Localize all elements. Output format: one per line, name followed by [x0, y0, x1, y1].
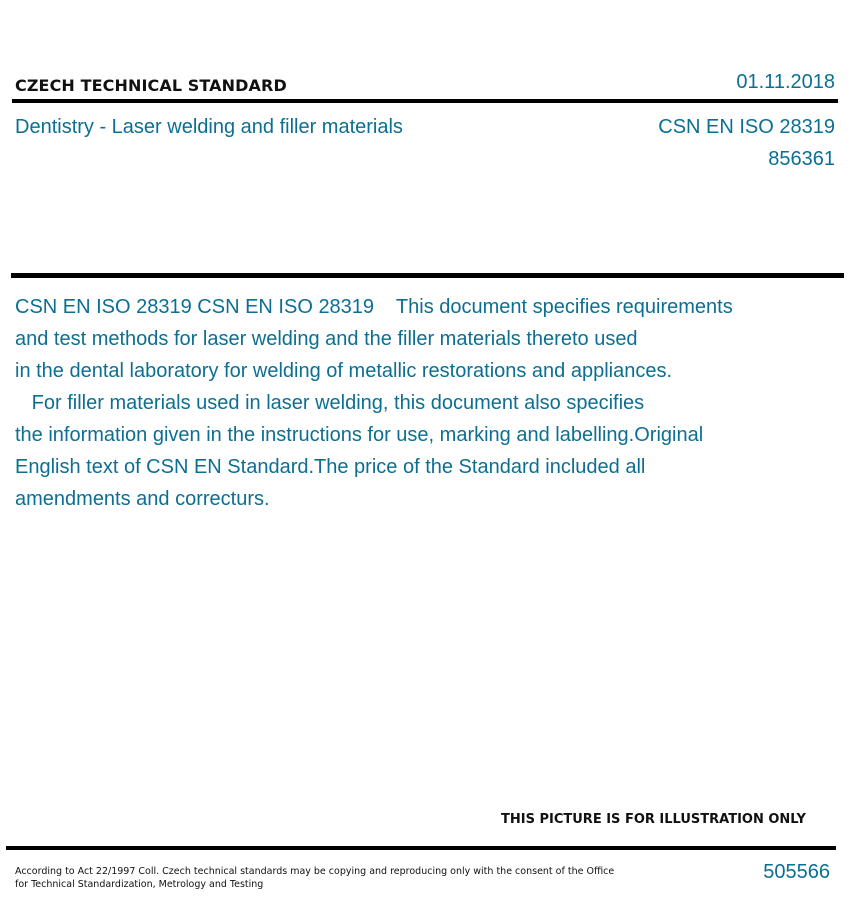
abstract-line: and test methods for laser welding and the filler materials thereto used	[15, 328, 638, 350]
document-type-heading: CZECH TECHNICAL STANDARD	[15, 76, 287, 95]
abstract-text	[15, 291, 815, 515]
top-divider	[12, 99, 838, 103]
legal-notice	[15, 865, 615, 891]
bottom-divider	[6, 846, 836, 850]
abstract-line: the information given in the instructions for use, marking and labelling.Original	[15, 424, 704, 446]
legal-line: for Technical Standardization, Metrology and Testing	[15, 879, 264, 890]
illustration-notice: THIS PICTURE IS FOR ILLUSTRATION ONLY	[501, 812, 806, 827]
abstract-line: amendments and correcturs.	[15, 488, 270, 510]
abstract-line: CSN EN ISO 28319 CSN EN ISO 28319 This document specifies requirements	[15, 296, 733, 318]
standard-number: CSN EN ISO 28319	[658, 116, 835, 138]
catalog-number: 856361	[768, 148, 835, 170]
document-id: 505566	[763, 861, 830, 883]
standard-title: Dentistry - Laser welding and filler materials	[15, 116, 403, 138]
abstract-line: For filler materials used in laser welding, this document also specifies	[15, 392, 645, 414]
abstract-line: in the dental laboratory for welding of metallic restorations and appliances.	[15, 360, 673, 382]
middle-divider	[11, 273, 844, 278]
publication-date: 01.11.2018	[736, 71, 835, 93]
legal-line: According to Act 22/1997 Coll. Czech technical standards may be copying and reproducing only with the consent of the Office	[15, 866, 615, 877]
abstract-line: English text of CSN EN Standard.The price of the Standard included all	[15, 456, 646, 478]
